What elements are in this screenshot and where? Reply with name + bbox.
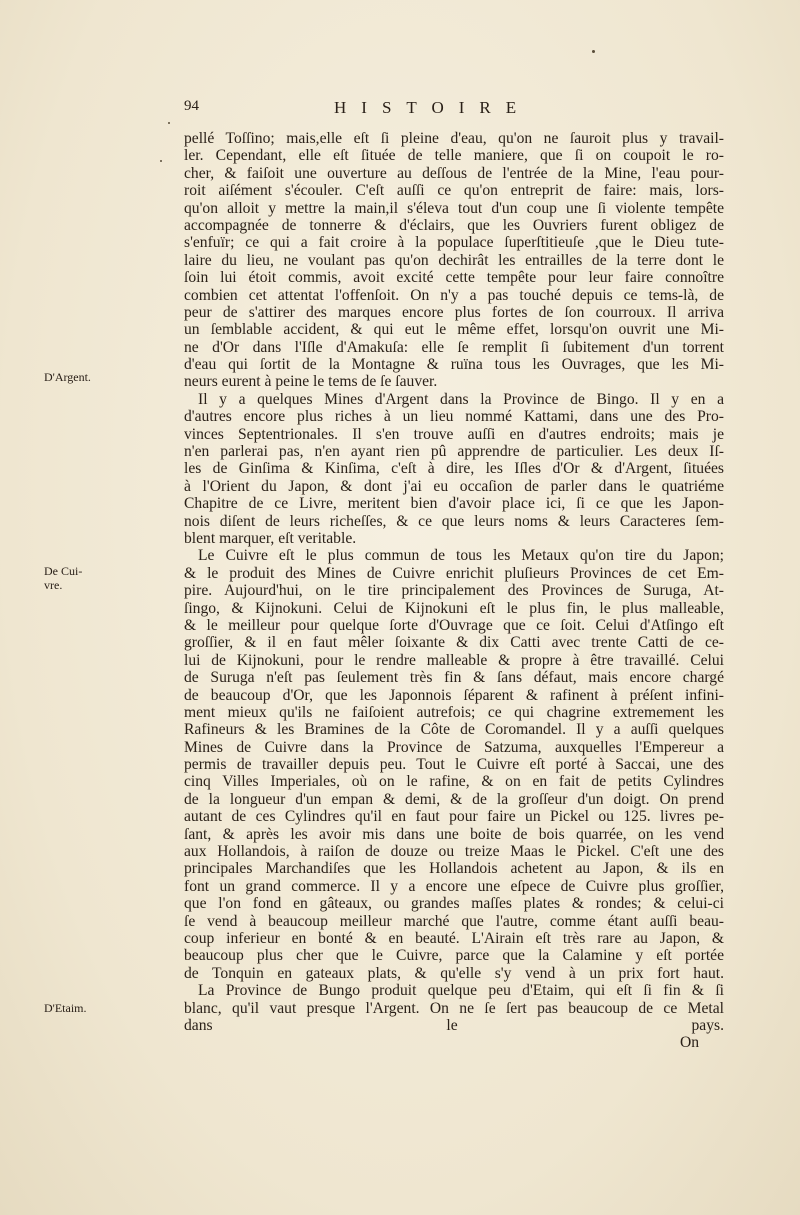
text-line: les de Ginſima & Kinſima, c'eſt à dire, les Iſles d'Or & d'Argent, ſituées	[184, 460, 724, 478]
text-line: cher, & faiſoit une ouverture au deſſous de l'entrée de la Mine, l'eau pour-	[184, 164, 724, 182]
text-line: pire. Aujourd'hui, on le tire principalement des Provinces de Suruga, At-	[184, 582, 724, 600]
text-line: aux Hollandois, à raiſon de douze ou treize Maas le Pickel. C'eſt une des	[184, 843, 724, 861]
text-line: groſſier, & il en faut mêler ſoixante & dix Catti avec trente Catti de ce-	[184, 634, 724, 652]
ink-spot	[168, 122, 170, 124]
text-line: ſoin lui étoit commis, avoit excité cette tempête pour leur faire connoître	[184, 269, 724, 287]
text-line: laire du lieu, ne voulant pas qu'on dechirât les entrailles de la terre dont le	[184, 251, 724, 269]
text-line: La Province de Bungo produit quelque peu d'Etaim, qui eſt ſi fin & ſi	[198, 982, 724, 1000]
text-line: & le produit des Mines de Cuivre enrichit pluſieurs Provinces de cet Em-	[184, 564, 724, 582]
text-line: de Suruga n'eſt pas ſeulement très fin & ſans défaut, mais encore chargé	[184, 669, 724, 687]
text-line: ſingo, & Kijnokuni. Celui de Kijnokuni eſt le plus fin, le plus malleable,	[184, 599, 724, 617]
text-line: que l'on fond en gâteaux, ou grandes maſſes plates & rondes; & celui-ci	[184, 895, 724, 913]
text-line: peur de s'attirer des marques encore plus fortes de ſon courroux. Il arriva	[184, 303, 724, 321]
text-line: d'eau qui ſortit de la Montagne & ruïna tous les Ouvrages, que les Mi-	[184, 356, 724, 374]
text-line: Le Cuivre eſt le plus commun de tous les Metaux qu'on tire du Japon;	[198, 547, 724, 565]
text-line: ler. Cependant, elle eſt ſituée de telle maniere, que ſi on coupoit le ro-	[184, 147, 724, 165]
text-line: blent marquer, eſt veritable.	[184, 529, 357, 547]
text-line: ment mieux qu'ils ne faiſoient autrefois; ce qui chagrine extremement les	[184, 703, 724, 721]
margin-note-cuivre: De Cui- vre.	[44, 564, 83, 592]
text-line: ſant, & après les avoir mis dans une boite de bois quarrée, on les vend	[184, 825, 724, 843]
ink-spot	[160, 160, 162, 162]
text-line: blanc, qu'il vaut presque l'Argent. On ne ſe ſert pas beaucoup de ce Metal	[184, 999, 724, 1017]
text-line: Rafineurs & les Bramines de la Côte de Coromandel. Il y a auſſi quelques	[184, 721, 724, 739]
text-line: ne d'Or dans l'Iſle d'Amakuſa: elle ſe remplit ſi ſubitement d'un torrent	[184, 338, 724, 356]
text-line: lui de Kijnokuni, pour le rendre malleable & propre à être travaillé. Celui	[184, 651, 724, 669]
text-line: permis de travailler depuis peu. Tout le Cuivre eſt porté à Saccai, une des	[184, 756, 724, 774]
margin-note-etaim: D'Etaim.	[44, 1001, 87, 1015]
text-line: Mines de Cuivre dans la Province de Satzuma, auxquelles l'Empereur a	[184, 738, 724, 756]
text-line: de beaucoup d'Or, que les Japonnois ſéparent & rafinent à préſent infini-	[184, 686, 724, 704]
body-text	[184, 130, 724, 1034]
text-line: de la longueur d'un empan & demi, & de la groſſeur d'un doigt. On prend	[184, 790, 724, 808]
text-line: combien cet attentat l'offenſoit. On n'y a pas touché depuis ce tems-là, de	[184, 286, 724, 304]
text-line: font un grand commerce. Il y a encore une eſpece de Cuivre plus groſſier,	[184, 877, 724, 895]
text-line: un ſemblable accident, & qui eut le même effet, lorsqu'on ouvrit une Mi-	[184, 321, 724, 339]
text-line: principales Marchandiſes que les Hollandois achetent au Japon, & ils en	[184, 860, 724, 878]
page-header	[184, 98, 724, 122]
text-line: pellé Toſſino; mais,elle eſt ſi pleine d'eau, qu'on ne ſauroit plus y travail-	[184, 130, 724, 147]
page-number: 94	[184, 98, 199, 114]
text-line: à l'Orient du Japon, & dont j'ai eu occaſion de parler dans le quatriéme	[184, 477, 724, 495]
ink-spot	[592, 50, 595, 53]
text-line: cinq Villes Imperiales, où on le rafine, & on en fait de petits Cylindres	[184, 773, 724, 791]
text-line: d'autres encore plus riches à un lieu nommé Kattami, dans une des Pro-	[184, 408, 724, 426]
text-line: dans le pays.	[184, 1016, 724, 1034]
text-line: de Tonquin en gateaux plats, & qu'elle s'y vend à un prix fort haut.	[184, 964, 724, 982]
text-line: s'enfuïr; ce qui a fait croire à la populace ſuperſtitieuſe ,que le Dieu tute-	[184, 234, 724, 252]
text-line: & le meilleur pour quelque ſorte d'Ouvrage que ce ſoit. Celui d'Atſingo eſt	[184, 616, 724, 634]
running-title: HISTOIRE	[334, 98, 532, 117]
margin-note-argent: D'Argent.	[44, 370, 91, 384]
text-line: accompagnée de tonnerre & d'éclairs, que les Ouvriers furent obligez de	[184, 216, 724, 234]
text-line: autant de ces Cylindres qu'il en faut pour faire un Pickel ou 125. livres pe-	[184, 808, 724, 826]
text-line: nois diſent de leurs richeſſes, & ce que leurs noms & leurs Caracteres ſem-	[184, 512, 724, 530]
catchword: On	[680, 1034, 700, 1051]
text-line: ſe vend à beaucoup meilleur marché que l'autre, comme étant auſſi beau-	[184, 912, 724, 930]
text-line: coup inferieur en bonté & en beauté. L'Airain eſt très rare au Japon, &	[184, 929, 724, 947]
text-line: Il y a quelques Mines d'Argent dans la Province de Bingo. Il y en a	[198, 390, 724, 408]
text-line: n'en parlerai pas, n'en ayant rien pû apprendre de particulier. Les deux Iſ-	[184, 443, 724, 461]
text-line: qu'on alloit y mettre la main,il s'éleva tout d'un coup une ſi violente tempête	[184, 199, 724, 217]
text-line: Chapitre de ce Livre, meritent bien d'avoir place ici, ſi ce que les Japon-	[184, 495, 724, 513]
text-line: roit aiſément s'écouler. C'eſt auſſi ce qu'on entreprit de faire: mais, lors-	[184, 182, 724, 200]
text-line: beaucoup plus cher que le Cuivre, parce que la Calamine y eſt portée	[184, 947, 724, 965]
text-line: vinces Septentrionales. Il s'en trouve auſſi en d'autres endroits; mais je	[184, 425, 724, 443]
text-line: neurs eurent à peine le tems de ſe ſauver.	[184, 373, 438, 391]
